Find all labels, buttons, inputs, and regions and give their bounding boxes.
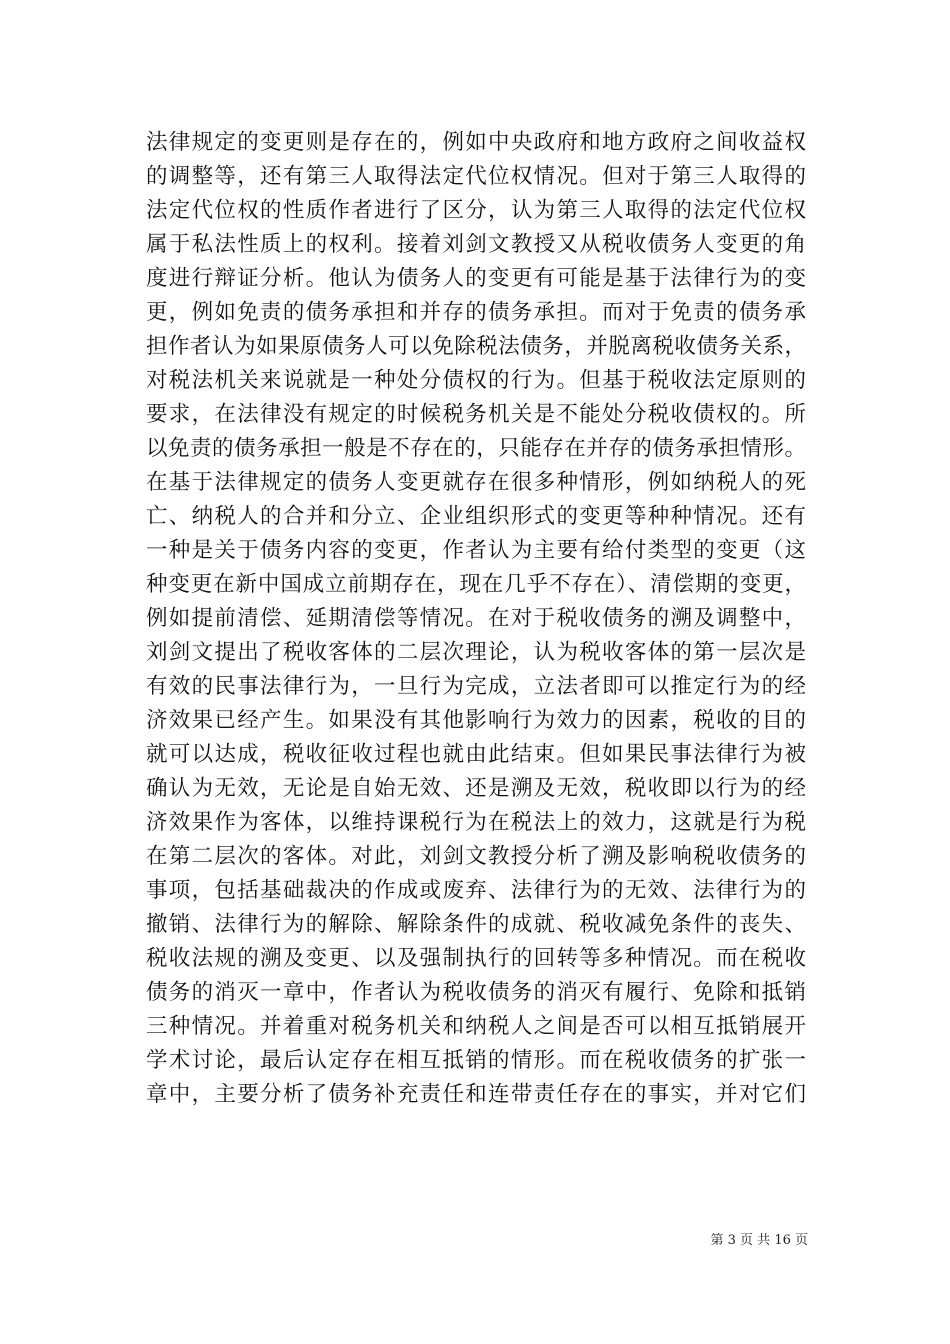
text-line: 三种情况。并着重对税务机关和纳税人之间是否可以相互抵销展开 (146, 1014, 806, 1039)
text-line: 种变更在新中国成立前期存在，现在几乎不存在）、清偿期的变更， (146, 572, 806, 597)
text-line: 债务的消灭一章中，作者认为税收债务的消灭有履行、免除和抵销 (146, 980, 806, 1005)
text-line: 例如提前清偿、延期清偿等情况。在对于税收债务的溯及调整中， (146, 606, 806, 631)
text-line: 要求，在法律没有规定的时候税务机关是不能处分税收债权的。所 (146, 402, 806, 427)
text-line: 济效果作为客体，以维持课税行为在税法上的效力，这就是行为税 (146, 810, 806, 835)
text-line: 学术讨论，最后认定存在相互抵销的情形。而在税收债务的扩张一 (146, 1048, 806, 1073)
text-line: 以免责的债务承担一般是不存在的，只能存在并存的债务承担情形。 (146, 436, 806, 461)
text-line: 就可以达成，税收征收过程也就由此结束。但如果民事法律行为被 (146, 742, 806, 767)
text-line: 度进行辩证分析。他认为债务人的变更有可能是基于法律行为的变 (146, 266, 806, 291)
text-line: 属于私法性质上的权利。接着刘剑文教授又从税收债务人变更的角 (146, 232, 806, 257)
text-line: 章中，主要分析了债务补充责任和连带责任存在的事实，并对它们 (146, 1082, 806, 1107)
text-line: 法律规定的变更则是存在的，例如中央政府和地方政府之间收益权 (146, 130, 806, 155)
text-line: 确认为无效，无论是自始无效、还是溯及无效，税收即以行为的经 (146, 776, 806, 801)
text-line: 法定代位权的性质作者进行了区分，认为第三人取得的法定代位权 (146, 198, 806, 223)
text-line: 在第二层次的客体。对此，刘剑文教授分析了溯及影响税收债务的 (146, 844, 806, 869)
text-line: 担作者认为如果原债务人可以免除税法债务，并脱离税收债务关系， (146, 334, 806, 359)
text-line: 在基于法律规定的债务人变更就存在很多种情形，例如纳税人的死 (146, 470, 806, 495)
text-line: 税收法规的溯及变更、以及强制执行的回转等多种情况。而在税收 (146, 946, 806, 971)
page-number-footer: 第 3 页 共 16 页 (710, 1233, 808, 1248)
text-line: 有效的民事法律行为，一旦行为完成，立法者即可以推定行为的经 (146, 674, 806, 699)
text-line: 事项，包括基础裁决的作成或废弃、法律行为的无效、法律行为的 (146, 878, 806, 903)
text-line: 更，例如免责的债务承担和并存的债务承担。而对于免责的债务承 (146, 300, 806, 325)
text-line: 亡、纳税人的合并和分立、企业组织形式的变更等种种情况。还有 (146, 504, 806, 529)
text-line: 刘剑文提出了税收客体的二层次理论，认为税收客体的第一层次是 (146, 640, 806, 665)
text-line: 的调整等，还有第三人取得法定代位权情况。但对于第三人取得的 (146, 164, 806, 189)
text-line: 一种是关于债务内容的变更，作者认为主要有给付类型的变更（这 (146, 538, 806, 563)
text-line: 对税法机关来说就是一种处分债权的行为。但基于税收法定原则的 (146, 368, 806, 393)
text-line: 撤销、法律行为的解除、解除条件的成就、税收减免条件的丧失、 (146, 912, 806, 937)
text-line: 济效果已经产生。如果没有其他影响行为效力的因素，税收的目的 (146, 708, 806, 733)
